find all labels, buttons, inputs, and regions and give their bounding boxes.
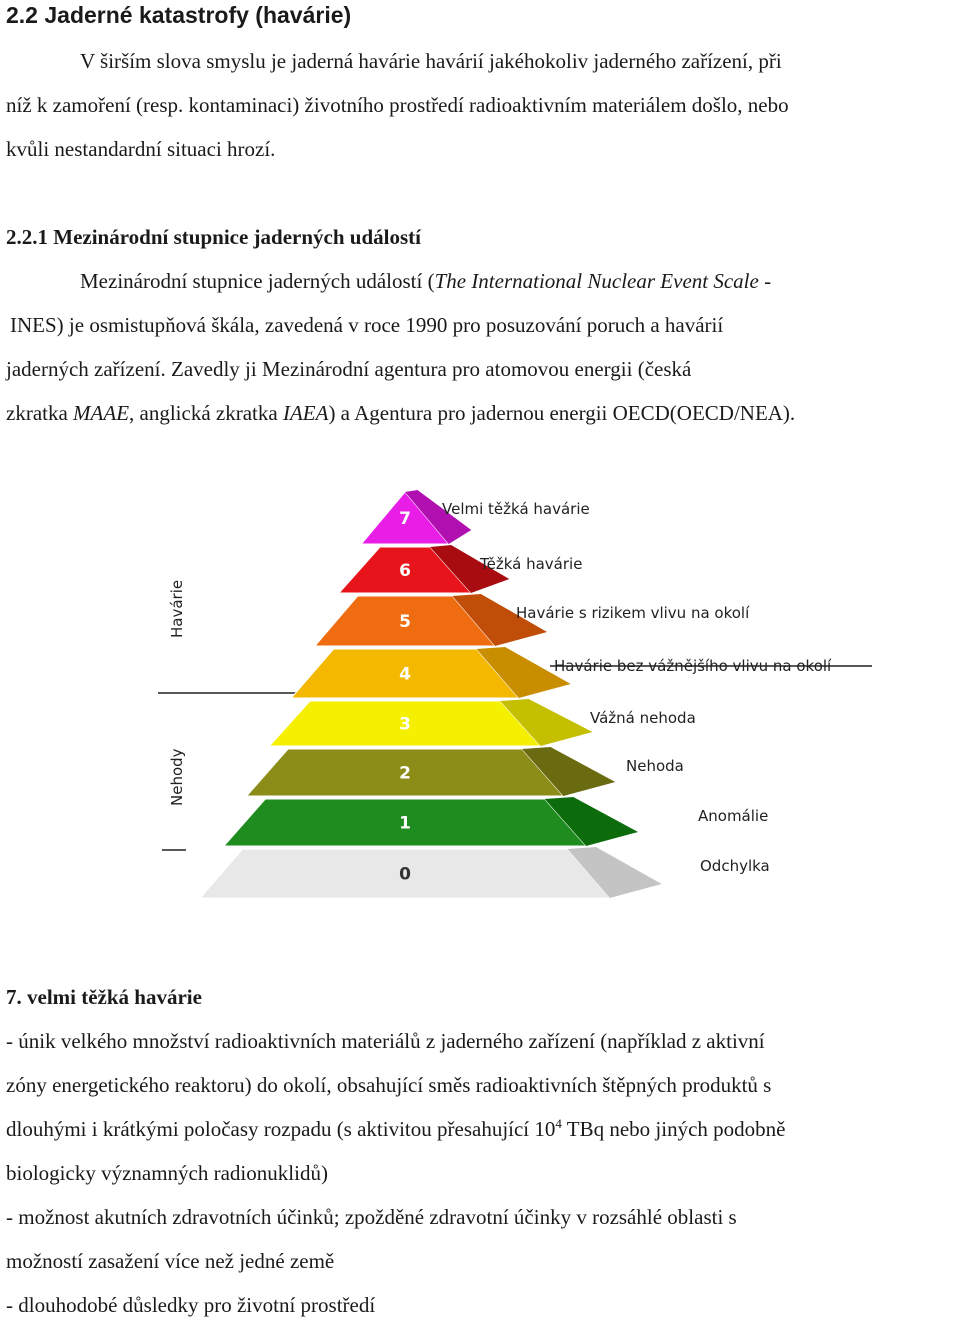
pyramid-level-number: 3	[399, 714, 411, 735]
level7-line-3: dlouhými i krátkými poločasy rozpadu (s aktivitou přesahující $10^4$ TBq nebo jiných podobně	[6, 1116, 786, 1141]
level7-line-7: - dlouhodobé důsledky pro životní prostředí	[6, 1293, 376, 1317]
level7-line-5: - možnost akutních zdravotních účinků; zpožděné zdravotní účinky v rozsáhlé oblasti s	[6, 1205, 737, 1229]
pyramid-level-label: Havárie bez vážnějšího vlivu na okolí	[554, 657, 832, 675]
pyramid-level-label: Odchylka	[700, 857, 770, 875]
ines-english-name: The International Nuclear Event Scale	[434, 269, 759, 293]
ines-line-1: Mezinárodní stupnice jaderných událostí (The International Nuclear Event Scale -	[80, 269, 772, 293]
pyramid-level-number: 7	[399, 509, 411, 529]
section-title: 2.2 Jaderné katastrofy (havárie)	[6, 2, 352, 28]
intro-line-1: V širším slova smyslu je jaderná havárie havárií jakéhokoliv jaderného zařízení, při	[80, 49, 782, 73]
side-label-nehody: Nehody	[168, 748, 186, 806]
ines-pyramid	[150, 488, 890, 908]
ines-line-4: zkratka MAAE, anglická zkratka IAEA) a Agentura pro jadernou energii OECD(OECD/NEA).	[6, 401, 796, 425]
level7-title: 7. velmi těžká havárie	[6, 985, 202, 1009]
pyramid-level-number: 1	[399, 813, 411, 834]
pyramid-level-label: Velmi těžká havárie	[442, 500, 590, 518]
pyramid-level-label: Nehoda	[626, 757, 684, 775]
intro-line-3: kvůli nestandardní situaci hrozí.	[6, 137, 276, 161]
level7-line-4: biologicky významných radionuklidů)	[6, 1161, 328, 1185]
pyramid-level-number: 2	[399, 763, 411, 784]
pyramid-level-label: Havárie s rizikem vlivu na okolí	[516, 604, 750, 622]
abbr-maae: MAAE	[73, 401, 130, 425]
pyramid-level-number: 6	[399, 561, 411, 581]
level7-line-1: - únik velkého množství radioaktivních materiálů z jaderného zařízení (například z aktivní	[6, 1029, 765, 1053]
pyramid-level-number: 0	[399, 864, 411, 885]
subsection-title: 2.2.1 Mezinárodní stupnice jaderných událostí	[6, 225, 421, 249]
pyramid-level-number: 4	[399, 664, 411, 685]
exponent: 4	[555, 1116, 562, 1131]
ines-line-3: jaderných zařízení. Zavedly ji Mezinárodní agentura pro atomovou energii (česká	[6, 357, 692, 381]
pyramid-level-label: Těžká havárie	[480, 555, 583, 573]
pyramid-level-label: Anomálie	[698, 807, 769, 825]
abbr-iaea: IAEA	[282, 401, 329, 425]
ines-line-2: INES) je osmistupňová škála, zavedená v roce 1990 pro posuzování poruch a havárií	[10, 313, 724, 337]
level7-line-2: zóny energetického reaktoru) do okolí, obsahující směs radioaktivních štěpných produktů s	[6, 1073, 772, 1097]
side-label-havarie: Havárie	[168, 579, 186, 638]
pyramid-level-label: Vážná nehoda	[590, 709, 696, 727]
pyramid-level-number: 5	[399, 612, 411, 632]
level7-line-6: možností zasažení více než jedné země	[6, 1249, 335, 1273]
intro-line-2: níž k zamoření (resp. kontaminaci) životního prostředí radioaktivním materiálem došlo, nebo	[6, 93, 789, 117]
